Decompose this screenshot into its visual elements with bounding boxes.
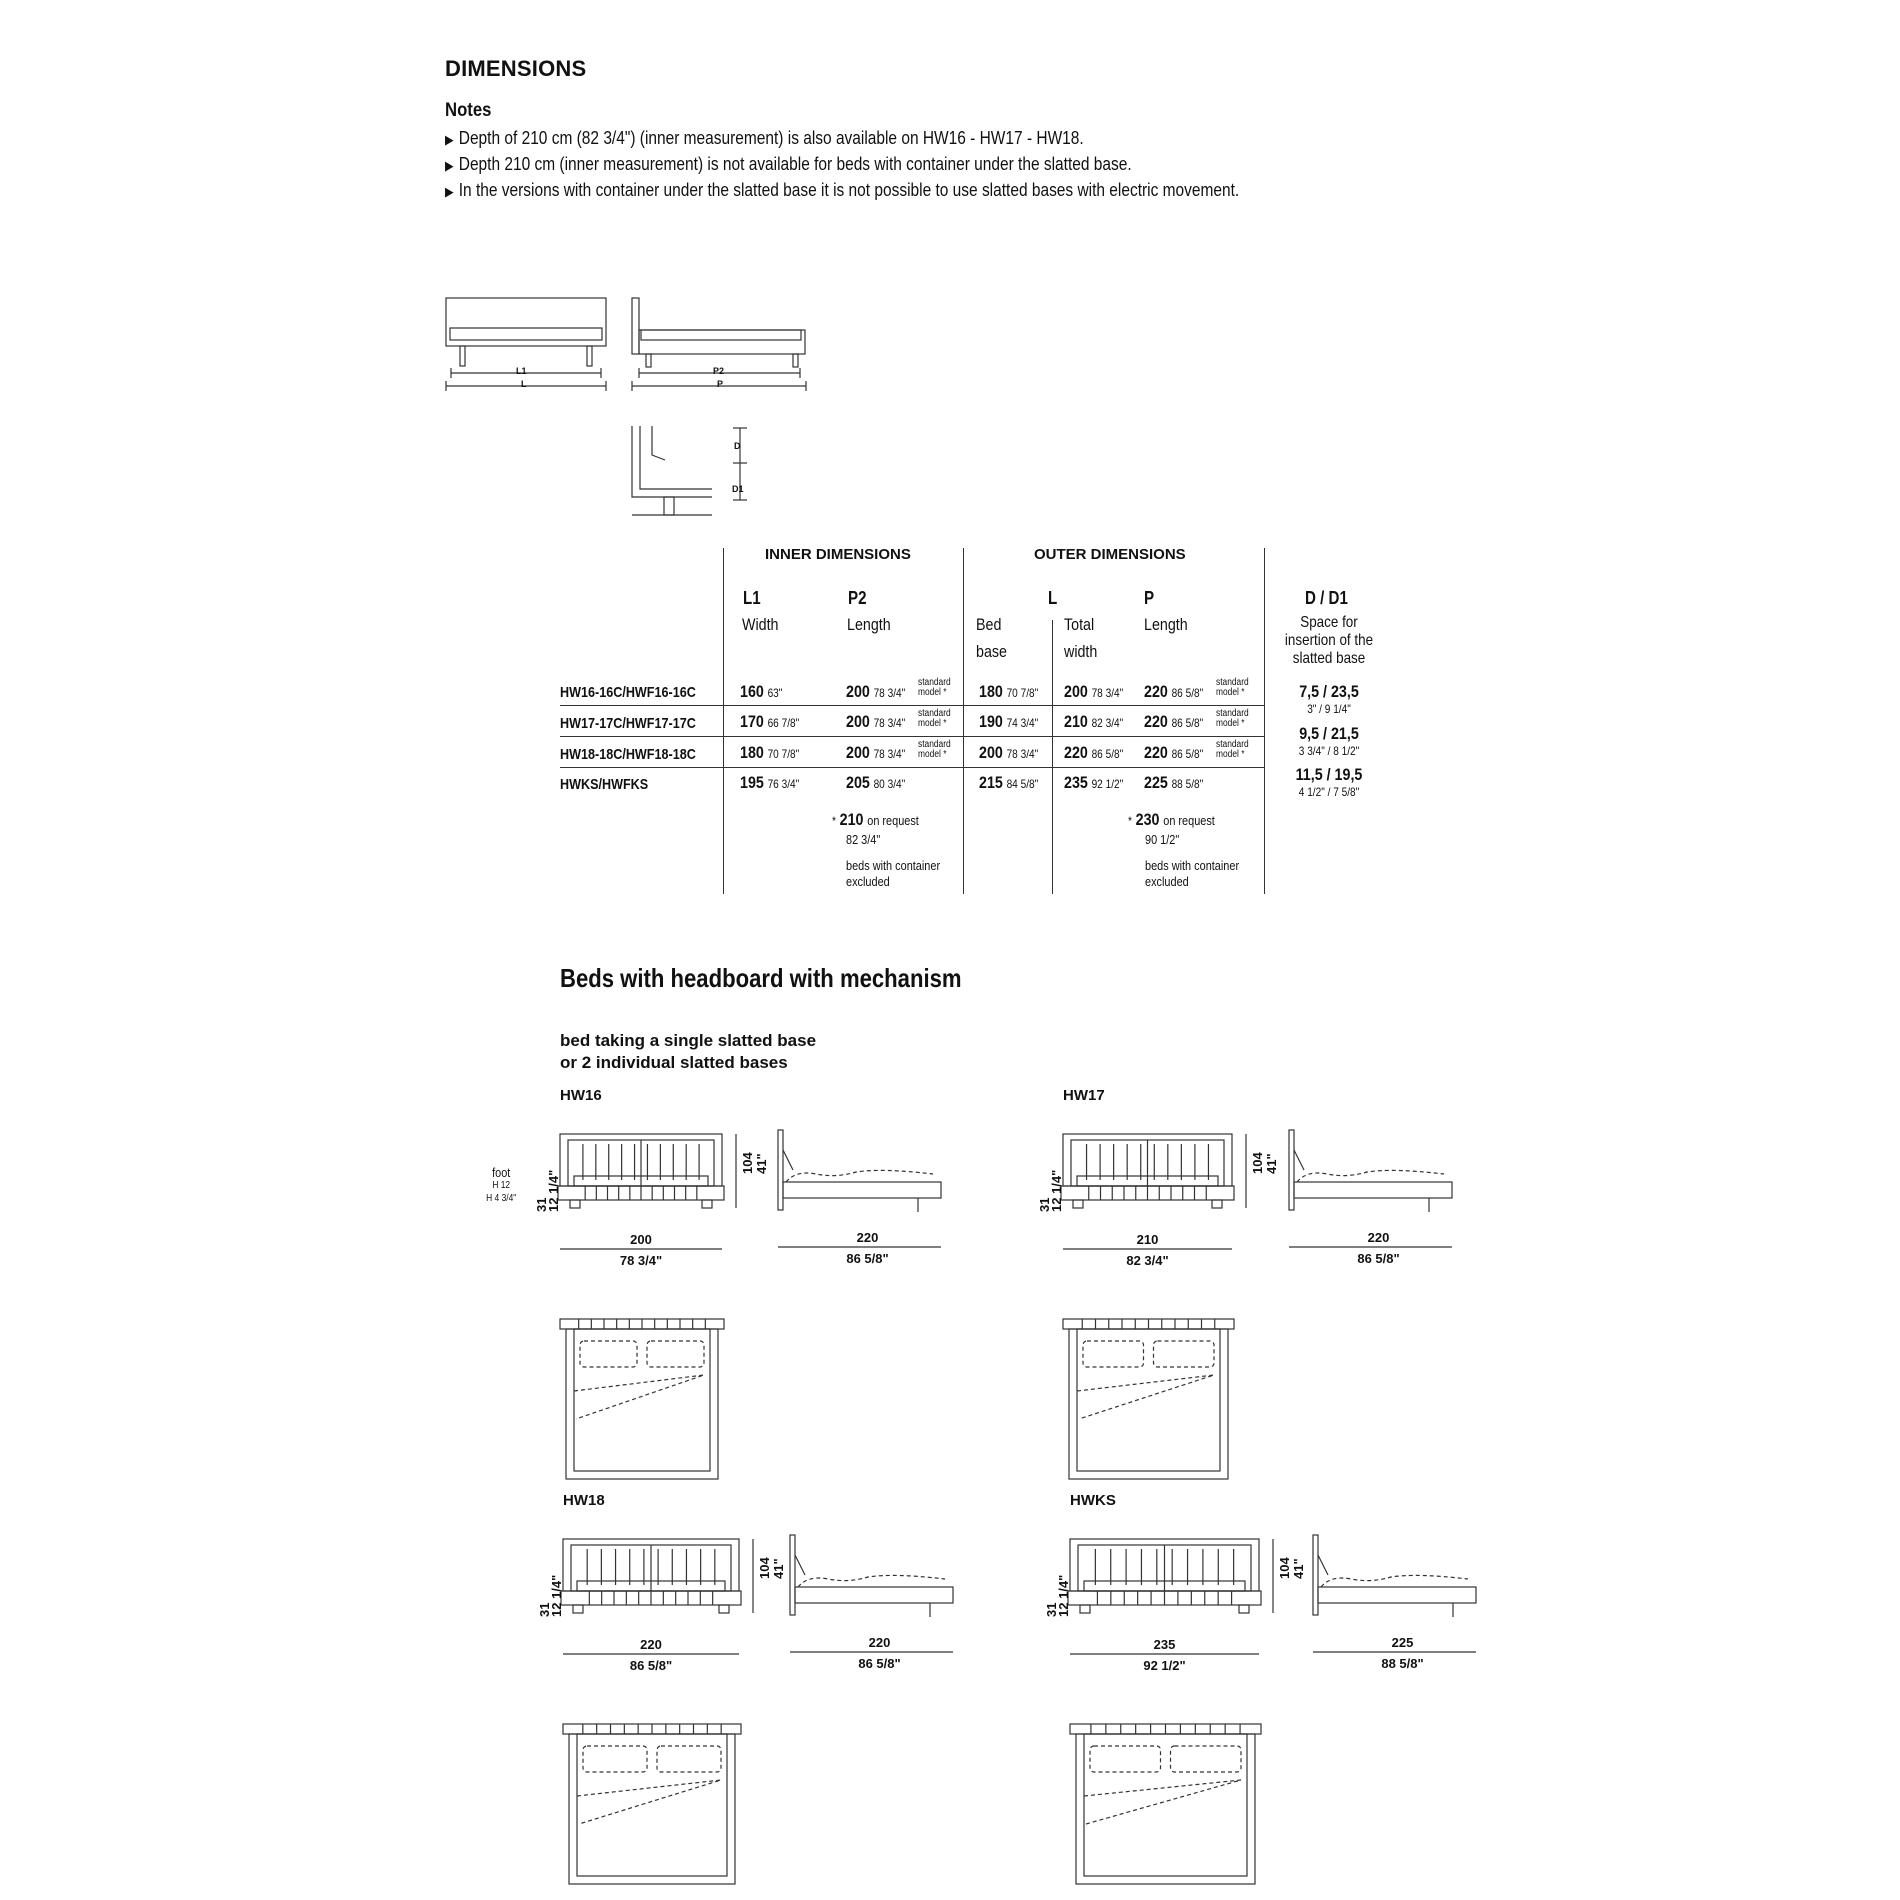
- col-p2-sub: Length: [847, 615, 891, 634]
- label-l: L: [521, 379, 527, 389]
- excluded-note: beds with container excluded: [846, 858, 941, 889]
- bed-foot: [1239, 1605, 1249, 1613]
- cell-l1: 170: [740, 712, 764, 731]
- cell-l1-in: 70 7/8": [767, 747, 800, 761]
- cell-p2: 200: [846, 682, 870, 701]
- bed-base: [1061, 1186, 1234, 1200]
- cell-p: 225: [1144, 773, 1168, 792]
- row-model: HW17-17C/HWF17-17C: [560, 715, 696, 732]
- plan-headboard: [1070, 1724, 1261, 1734]
- plan-duvet: [577, 1780, 721, 1824]
- bed-base: [558, 1186, 724, 1200]
- height-label: 31: [1044, 1602, 1059, 1617]
- width-label: 235: [1153, 1637, 1176, 1652]
- table-rule: [560, 767, 1265, 768]
- label-p2: P2: [713, 366, 725, 376]
- col-l1-sub: Width: [742, 615, 779, 634]
- side-base: [1294, 1182, 1452, 1198]
- cell-l1-in: 63": [767, 686, 783, 700]
- cell-d: 7,5 / 23,5: [1299, 682, 1359, 701]
- plan-pillow: [657, 1746, 721, 1772]
- plan-mattress: [1077, 1329, 1220, 1471]
- side-bedding: [1321, 1575, 1468, 1587]
- side-headboard: [1289, 1130, 1294, 1210]
- request-p2: 210: [839, 810, 864, 829]
- depth-label: 220: [868, 1635, 891, 1650]
- side-bedding: [798, 1575, 945, 1587]
- plan-headboard: [1063, 1319, 1234, 1329]
- headboard-outline: [560, 1134, 722, 1186]
- height-label: 31: [537, 1602, 552, 1617]
- asterisk: *: [1128, 814, 1132, 828]
- cell-p2-in: 78 3/4": [873, 747, 906, 761]
- height-label: 12 1/4": [546, 1169, 561, 1212]
- cell-d-in: 3" / 9 1/4": [1307, 702, 1351, 716]
- col-l-base: base: [976, 642, 1007, 661]
- cell-lb: 215: [979, 773, 1003, 792]
- height-label: 104: [1250, 1152, 1265, 1174]
- bed-model-name: HW18: [563, 1492, 605, 1509]
- label-d1: D1: [732, 484, 744, 494]
- headboard-panel: [1071, 1140, 1224, 1186]
- plan-frame: [569, 1734, 735, 1884]
- cell-lt-in: 86 5/8": [1091, 747, 1124, 761]
- col-p2: P2: [848, 588, 867, 608]
- asterisk: *: [832, 814, 836, 828]
- cell-p-in: 88 5/8": [1171, 777, 1204, 791]
- plan-mattress: [574, 1329, 710, 1471]
- width-label: 220: [640, 1637, 662, 1652]
- table-rule: [560, 736, 1265, 737]
- label-p: P: [717, 379, 724, 389]
- cell-p-in: 86 5/8": [1171, 716, 1204, 730]
- col-l1: L1: [743, 588, 761, 608]
- mattress-front: [577, 1581, 725, 1591]
- cell-lt: 200: [1064, 682, 1088, 701]
- bed-base: [1068, 1591, 1261, 1605]
- side-headboard: [790, 1535, 795, 1615]
- bed-foot: [719, 1605, 729, 1613]
- mattress-front: [1084, 1581, 1245, 1591]
- cell-p: 220: [1144, 743, 1168, 762]
- bed-foot: [1073, 1200, 1083, 1208]
- width-label: 210: [1136, 1232, 1159, 1247]
- plan-pillow: [1083, 1341, 1144, 1367]
- cell-p-in: 86 5/8": [1171, 686, 1204, 700]
- mattress-front: [574, 1176, 708, 1186]
- cell-lb: 190: [979, 712, 1003, 731]
- cell-d: 11,5 / 19,5: [1295, 765, 1363, 784]
- row-model: HW18-18C/HWF18-18C: [560, 746, 696, 763]
- plan-pillow: [583, 1746, 647, 1772]
- excluded-note: beds with container excluded: [1145, 858, 1240, 889]
- col-l-width: width: [1064, 642, 1098, 661]
- request-p-in: 90 1/2": [1145, 832, 1180, 847]
- depth-label: 225: [1391, 1635, 1414, 1650]
- note-item: ▶ In the versions with container under the slatted base it is not possible to use slatted bases with electric movement.: [445, 180, 1240, 200]
- cell-lb-in: 78 3/4": [1006, 747, 1039, 761]
- cell-lt: 210: [1064, 712, 1088, 731]
- standard-model-note: standard model *: [1216, 708, 1249, 729]
- cell-lt: 235: [1064, 773, 1088, 792]
- standard-model-note: standard model *: [918, 739, 951, 760]
- section-subtitle: or 2 individual slatted bases: [560, 1053, 788, 1072]
- plan-headboard: [563, 1724, 741, 1734]
- cell-p2: 200: [846, 743, 870, 762]
- height-label: 41": [771, 1558, 786, 1579]
- note-item: ▶ Depth 210 cm (inner measurement) is not available for beds with container under the slatted base.: [445, 154, 1132, 174]
- standard-model-note: standard model *: [1216, 739, 1249, 760]
- col-l-bed: Bed: [976, 615, 1002, 634]
- col-p-sub: Length: [1144, 615, 1188, 634]
- bed-foot: [1212, 1200, 1222, 1208]
- cell-p2: 200: [846, 712, 870, 731]
- height-label: 41": [754, 1153, 769, 1174]
- row-model: HW16-16C/HWF16-16C: [560, 684, 696, 701]
- depth-inch-label: 86 5/8": [858, 1656, 901, 1671]
- headboard-outline: [1070, 1539, 1259, 1591]
- headboard-panel: [571, 1545, 731, 1591]
- height-label: 12 1/4": [549, 1574, 564, 1617]
- bed-model-name: HW17: [1063, 1087, 1105, 1104]
- cell-lb-in: 84 5/8": [1006, 777, 1039, 791]
- cell-lt-in: 92 1/2": [1091, 777, 1124, 791]
- height-label: 12 1/4": [1056, 1574, 1071, 1617]
- cell-lb: 180: [979, 682, 1003, 701]
- cell-p2-in: 78 3/4": [873, 716, 906, 730]
- table-rule: [963, 548, 964, 894]
- width-inch-label: 82 3/4": [1126, 1253, 1169, 1268]
- depth-inch-label: 86 5/8": [846, 1251, 889, 1266]
- side-base: [1318, 1587, 1476, 1603]
- bed-base: [561, 1591, 741, 1605]
- cell-d-in: 4 1/2" / 7 5/8": [1298, 785, 1360, 799]
- on-request-label: on request: [1163, 813, 1215, 828]
- bed-foot: [573, 1605, 583, 1613]
- section-title: Beds with headboard with mechanism: [560, 963, 962, 993]
- cell-lb: 200: [979, 743, 1003, 762]
- width-label: 200: [630, 1232, 652, 1247]
- cell-p-in: 86 5/8": [1171, 747, 1204, 761]
- depth-inch-label: 86 5/8": [1357, 1251, 1400, 1266]
- cell-l1-in: 66 7/8": [767, 716, 800, 730]
- side-headboard: [778, 1130, 783, 1210]
- cell-p2-in: 78 3/4": [873, 686, 906, 700]
- width-inch-label: 86 5/8": [629, 1658, 673, 1673]
- cell-l1: 160: [740, 682, 764, 701]
- request-p: 230: [1135, 810, 1160, 829]
- plan-pillow: [580, 1341, 637, 1367]
- cell-d-in: 3 3/4" / 8 1/2": [1298, 744, 1360, 758]
- plan-pillow: [1171, 1746, 1242, 1772]
- table-rule: [723, 548, 724, 894]
- bed-foot: [1080, 1605, 1090, 1613]
- headboard-outline: [1063, 1134, 1232, 1186]
- bed-model-name: HWKS: [1070, 1492, 1116, 1509]
- plan-frame: [1076, 1734, 1255, 1884]
- plan-duvet: [1084, 1780, 1241, 1824]
- plan-pillow: [647, 1341, 704, 1367]
- side-cushion: [783, 1150, 793, 1170]
- headboard-panel: [1078, 1545, 1251, 1591]
- side-bedding: [1297, 1170, 1444, 1182]
- side-base: [783, 1182, 941, 1198]
- side-base: [795, 1587, 953, 1603]
- request-p2-in: 82 3/4": [846, 832, 881, 847]
- table-rule: [560, 705, 1265, 706]
- cell-lt-in: 78 3/4": [1091, 686, 1124, 700]
- section-subtitle: bed taking a single slatted base: [560, 1031, 817, 1050]
- bed-foot: [702, 1200, 712, 1208]
- col-d-sub: Space for insertion of the slatted base: [1284, 614, 1374, 667]
- label-l1: L1: [516, 366, 527, 376]
- col-p: P: [1144, 588, 1155, 608]
- label-d: D: [734, 441, 741, 451]
- bed-foot: [570, 1200, 580, 1208]
- table-rule: [1052, 620, 1053, 894]
- row-model: HWKS/HWFKS: [560, 776, 649, 793]
- plan-duvet: [574, 1375, 704, 1419]
- col-l: L: [1048, 588, 1058, 608]
- plan-frame: [1069, 1329, 1228, 1479]
- plan-pillow: [1090, 1746, 1161, 1772]
- height-label: 31: [1037, 1197, 1052, 1212]
- width-inch-label: 92 1/2": [1143, 1658, 1186, 1673]
- plan-duvet: [1077, 1375, 1214, 1419]
- plan-headboard: [560, 1319, 724, 1329]
- cell-p: 220: [1144, 712, 1168, 731]
- foot-height-note: foot H 12 H 4 3/4": [486, 1165, 517, 1204]
- standard-model-note: standard model *: [918, 677, 951, 698]
- standard-model-note: standard model *: [918, 708, 951, 729]
- page-title: DIMENSIONS: [445, 56, 587, 81]
- side-headboard: [1313, 1535, 1318, 1615]
- height-label: 41": [1264, 1153, 1279, 1174]
- notes-heading: Notes: [445, 100, 492, 121]
- standard-model-note: standard model *: [1216, 677, 1249, 698]
- depth-label: 220: [856, 1230, 879, 1245]
- plan-mattress: [1084, 1734, 1247, 1876]
- cell-l1-in: 76 3/4": [767, 777, 800, 791]
- cell-l1: 180: [740, 743, 764, 762]
- side-cushion: [1318, 1555, 1328, 1575]
- cell-p2-in: 80 3/4": [873, 777, 906, 791]
- plan-mattress: [577, 1734, 727, 1876]
- height-label: 31: [534, 1197, 549, 1212]
- table-rule: [1264, 548, 1265, 894]
- col-d: D / D1: [1305, 588, 1348, 608]
- cell-l1: 195: [740, 773, 764, 792]
- headboard-panel: [568, 1140, 714, 1186]
- outer-dimensions-header: OUTER DIMENSIONS: [1034, 546, 1186, 563]
- depth-inch-label: 88 5/8": [1381, 1656, 1424, 1671]
- depth-label: 220: [1367, 1230, 1390, 1245]
- cell-lb-in: 74 3/4": [1006, 716, 1039, 730]
- cell-d: 9,5 / 21,5: [1299, 724, 1359, 743]
- cell-p2: 205: [846, 773, 870, 792]
- height-label: 104: [757, 1557, 772, 1579]
- width-inch-label: 78 3/4": [619, 1253, 663, 1268]
- side-cushion: [1294, 1150, 1304, 1170]
- height-label: 41": [1291, 1558, 1306, 1579]
- inner-dimensions-header: INNER DIMENSIONS: [765, 546, 911, 563]
- cell-lt: 220: [1064, 743, 1088, 762]
- side-bedding: [786, 1170, 933, 1182]
- note-item: ▶ Depth of 210 cm (82 3/4") (inner measurement) is also available on HW16 - HW17 - HW18.: [445, 128, 1084, 148]
- side-cushion: [795, 1555, 805, 1575]
- bed-model-name: HW16: [560, 1087, 602, 1104]
- on-request-label: on request: [867, 813, 919, 828]
- col-l-total: Total: [1064, 615, 1095, 634]
- cell-lb-in: 70 7/8": [1006, 686, 1039, 700]
- headboard-outline: [563, 1539, 739, 1591]
- cell-lt-in: 82 3/4": [1091, 716, 1124, 730]
- height-label: 104: [1277, 1557, 1292, 1579]
- plan-frame: [566, 1329, 718, 1479]
- height-label: 12 1/4": [1049, 1169, 1064, 1212]
- mattress-front: [1077, 1176, 1218, 1186]
- height-label: 104: [740, 1152, 755, 1174]
- cell-p: 220: [1144, 682, 1168, 701]
- plan-pillow: [1154, 1341, 1215, 1367]
